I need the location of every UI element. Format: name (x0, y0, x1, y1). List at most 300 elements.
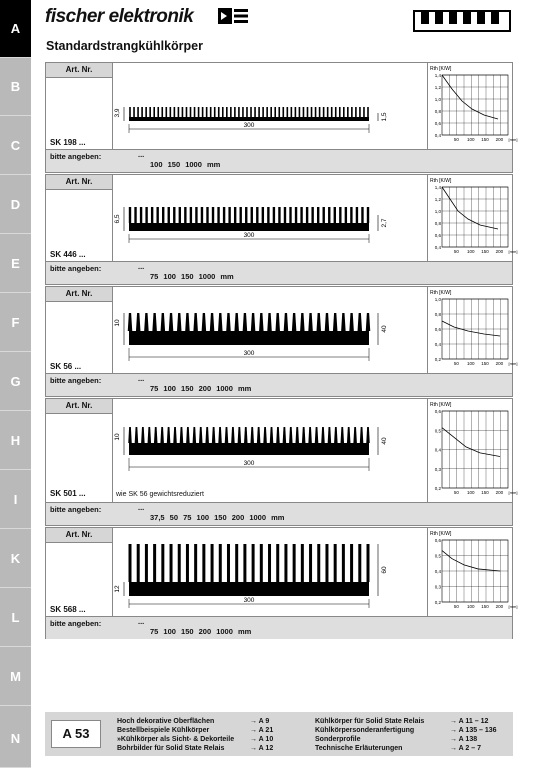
fin (177, 313, 182, 331)
fin (327, 107, 329, 117)
fin (349, 313, 354, 331)
fin (311, 107, 313, 117)
fin (156, 207, 158, 223)
footer-index (45, 712, 513, 756)
graph-x-unit: [mm] (508, 604, 518, 609)
graph-curve (442, 75, 498, 119)
fin (250, 427, 254, 443)
fin (218, 313, 223, 331)
fin (198, 107, 200, 117)
graph-y-tick: 0,3 (434, 466, 441, 472)
fin (184, 207, 186, 223)
fin-height-label: 6,5 (114, 214, 121, 224)
footer-ref[interactable]: → A 2 – 7 (450, 745, 481, 752)
graph-x-unit: [mm] (508, 361, 518, 366)
graph-x-tick: 100 (466, 361, 475, 366)
fin (345, 207, 347, 223)
article-number: SK 568 ... (50, 605, 86, 614)
width-label: 300 (243, 597, 255, 604)
fin (199, 427, 203, 443)
fin (308, 427, 312, 443)
footer-link[interactable]: Bestellbeispiele Kühlkörper (117, 727, 210, 734)
fin (141, 107, 143, 117)
base-height-label: 2,7 (381, 218, 388, 228)
fin (205, 427, 209, 443)
fin (267, 207, 269, 223)
fin (174, 107, 176, 117)
graph-y-tick: 0,6 (434, 233, 441, 238)
fin (170, 544, 173, 582)
fin (284, 313, 289, 331)
tab-h[interactable]: H (0, 412, 31, 470)
fin-height-label: 3,9 (114, 108, 121, 118)
graph-curve (442, 321, 500, 336)
fin (243, 544, 246, 582)
fin (161, 544, 164, 582)
footer-ref[interactable]: → A 12 (250, 745, 274, 752)
fin (129, 207, 131, 223)
tab-b[interactable]: B (0, 58, 31, 116)
graph-x-tick: 50 (453, 604, 459, 609)
fin (347, 427, 351, 443)
fin (278, 107, 280, 117)
fin (295, 107, 297, 117)
fin (145, 544, 148, 582)
tab-f[interactable]: F (0, 294, 31, 352)
graph-x-tick: 50 (453, 361, 459, 366)
graph-y-tick: 0,4 (434, 133, 441, 138)
fin (128, 427, 132, 443)
fin (223, 207, 225, 223)
footer-link[interactable]: Kühlkörper für Solid State Relais (315, 718, 425, 725)
graph-x-tick: 200 (495, 490, 504, 495)
graph-y-tick: 1,0 (434, 209, 441, 214)
fin (367, 544, 370, 582)
graph-y-tick: 1,4 (434, 185, 441, 190)
fin-height-label: 10 (114, 433, 121, 441)
graph-y-tick: 0,4 (434, 245, 441, 250)
thermal-resistance-graph (427, 63, 518, 149)
article-column (46, 399, 113, 502)
fin (231, 427, 235, 443)
fin (225, 427, 229, 443)
fin (161, 107, 163, 117)
footer-ref[interactable]: → A 9 (250, 718, 270, 725)
fin (202, 544, 205, 582)
fin (270, 427, 274, 443)
fin (319, 107, 321, 117)
base-height-label: 1,5 (381, 112, 388, 122)
width-label: 300 (243, 232, 255, 239)
fin (350, 207, 352, 223)
fin (194, 107, 196, 117)
fin (259, 313, 264, 331)
graph-x-tick: 200 (495, 604, 504, 609)
base-height-label: 60 (381, 566, 388, 574)
fin (308, 313, 313, 331)
footer-ref[interactable]: → A 138 (450, 736, 478, 743)
footer-link[interactable]: »Kühlkörper als Sicht- & Dekorteile (117, 736, 235, 743)
fin (353, 427, 357, 443)
tab-k[interactable]: K (0, 530, 31, 588)
graph-x-tick: 50 (453, 490, 459, 495)
fin (129, 544, 132, 582)
graph-x-tick: 200 (495, 361, 504, 366)
fin (350, 544, 353, 582)
fin (315, 107, 317, 117)
fin (186, 544, 189, 582)
fin (190, 207, 192, 223)
fin (268, 544, 271, 582)
fin (295, 427, 299, 443)
fin (173, 207, 175, 223)
fin (137, 107, 139, 117)
product-section-sk198 (45, 62, 518, 173)
tab-m[interactable]: M (0, 648, 31, 706)
profile-drawing (116, 193, 426, 253)
fin (262, 107, 264, 117)
fin (245, 207, 247, 223)
fin (166, 107, 168, 117)
section-tab-strip (0, 0, 31, 768)
fin (246, 107, 248, 117)
fin (282, 107, 284, 117)
fin (222, 107, 224, 117)
fin (234, 207, 236, 223)
fin (161, 313, 166, 331)
fin (210, 313, 215, 331)
fin (278, 207, 280, 223)
graph-y-axis-label: Rth [K/W] (430, 290, 452, 296)
fin (366, 313, 371, 331)
fin (317, 544, 320, 582)
fin (234, 313, 239, 331)
graph-y-tick: 1,0 (434, 297, 441, 302)
fin (291, 107, 293, 117)
fin (258, 107, 260, 117)
fin (193, 313, 198, 331)
graph-x-tick: 100 (466, 604, 475, 609)
profile-drawing (116, 421, 426, 485)
order-length-row (46, 373, 512, 396)
length-placeholder: ... (138, 617, 145, 626)
fin (256, 207, 258, 223)
fin (179, 207, 181, 223)
fin (284, 544, 287, 582)
product-section-sk56 (45, 286, 518, 397)
art-nr-header: Art. Nr. (46, 528, 113, 543)
fin (214, 107, 216, 117)
fin (267, 313, 272, 331)
fin (335, 107, 337, 117)
base-height-label: 40 (381, 437, 388, 445)
order-length-label: bitte angeben: (50, 619, 102, 628)
fin (367, 107, 369, 117)
order-length-row (46, 261, 512, 284)
fin (173, 427, 177, 443)
page-title: Standardstrangkühlkörper (46, 39, 203, 53)
base-height-label: 40 (381, 325, 388, 333)
fin (243, 313, 248, 331)
graph-y-tick: 1,0 (434, 97, 441, 102)
graph-x-tick: 200 (495, 137, 504, 142)
fin (341, 427, 345, 443)
thermal-resistance-graph (427, 175, 518, 261)
graph-y-tick: 0,6 (434, 327, 441, 332)
fin (178, 544, 181, 582)
graph-y-tick: 0,6 (434, 121, 441, 126)
fin (303, 107, 305, 117)
footer-link[interactable]: Kühlkörpersonderanfertigung (315, 727, 415, 734)
brand-logo-text: fischer elektronik (45, 6, 194, 27)
profile-drawing (116, 542, 426, 616)
graph-y-axis-label: Rth [K/W] (430, 402, 452, 408)
fin (252, 544, 255, 582)
graph-y-axis-label: Rth [K/W] (430, 66, 452, 72)
graph-curve (442, 428, 500, 457)
profile-drawing (116, 83, 426, 143)
fin (162, 207, 164, 223)
fin (212, 427, 216, 443)
fin (306, 207, 308, 223)
fin (157, 107, 159, 117)
graph-y-axis-label: Rth [K/W] (430, 178, 452, 184)
fin (276, 544, 279, 582)
length-placeholder: ... (138, 503, 145, 512)
footer-link[interactable]: Technische Erläuterungen (315, 745, 403, 752)
fin (262, 207, 264, 223)
fin (235, 544, 238, 582)
fin (128, 313, 133, 331)
graph-x-tick: 100 (466, 490, 475, 495)
art-nr-header: Art. Nr. (46, 399, 113, 414)
fin (238, 107, 240, 117)
graph-y-tick: 0,8 (434, 221, 441, 226)
graph-y-tick: 1,2 (434, 85, 441, 90)
fin-height-label: 10 (114, 319, 121, 327)
fin (194, 544, 197, 582)
footer-ref[interactable]: → A 21 (250, 727, 274, 734)
order-length-label: bitte angeben: (50, 152, 102, 161)
order-length-row (46, 616, 512, 639)
tab-a[interactable]: A (0, 0, 31, 58)
graph-y-tick: 1,4 (434, 73, 441, 78)
available-lengths: 75 100 150 200 1000 mm (150, 384, 252, 393)
fin (144, 313, 149, 331)
order-length-label: bitte angeben: (50, 376, 102, 385)
fin (300, 207, 302, 223)
fin (339, 207, 341, 223)
thermal-resistance-graph (427, 399, 518, 502)
fin (169, 313, 174, 331)
fin (334, 207, 336, 223)
tab-c[interactable]: C (0, 117, 31, 175)
fin (300, 313, 305, 331)
fin (234, 107, 236, 117)
graph-y-tick: 0,6 (434, 538, 441, 543)
graph-x-tick: 50 (453, 137, 459, 142)
fin (289, 207, 291, 223)
fin (206, 207, 208, 223)
fin (141, 427, 145, 443)
fin (230, 107, 232, 117)
fin (137, 544, 140, 582)
fin (186, 427, 190, 443)
graph-x-unit: [mm] (508, 490, 518, 495)
fin (325, 544, 328, 582)
graph-x-tick: 150 (481, 249, 489, 254)
graph-y-tick: 1,2 (434, 197, 441, 202)
order-length-label: bitte angeben: (50, 505, 102, 514)
fin (263, 427, 267, 443)
fin (299, 107, 301, 117)
fin (212, 207, 214, 223)
graph-y-tick: 0,2 (434, 600, 441, 605)
footer-link[interactable]: Sonderprofile (315, 736, 361, 743)
fin (270, 107, 272, 117)
brand-arrow-icon (218, 8, 248, 24)
product-section-sk568 (45, 527, 518, 639)
fin (295, 207, 297, 223)
art-nr-header: Art. Nr. (46, 175, 113, 190)
fin (283, 427, 287, 443)
graph-y-tick: 0,6 (434, 409, 441, 414)
fin (170, 107, 172, 117)
fin (206, 107, 208, 117)
order-length-row (46, 149, 512, 172)
fin (257, 427, 261, 443)
fin (226, 107, 228, 117)
fin (185, 313, 190, 331)
fin (218, 427, 222, 443)
footer-ref[interactable]: → A 11 – 12 (450, 718, 489, 725)
footer-link[interactable]: Bohrbilder für Solid State Relais (117, 745, 225, 752)
order-length-row (46, 502, 512, 525)
fin (178, 107, 180, 117)
fin (360, 427, 364, 443)
fin (328, 207, 330, 223)
fin (292, 313, 297, 331)
graph-x-unit: [mm] (508, 249, 518, 254)
graph-y-tick: 0,2 (434, 357, 441, 362)
graph-y-tick: 0,5 (434, 428, 441, 434)
fin (367, 207, 369, 223)
fin (201, 207, 203, 223)
fin (275, 313, 280, 331)
product-section-sk501 (45, 398, 518, 526)
fin (151, 207, 153, 223)
heatsink-logo-icon (413, 10, 511, 32)
fin (343, 107, 345, 117)
tab-l[interactable]: L (0, 589, 31, 647)
fin (317, 313, 322, 331)
width-label: 300 (243, 122, 255, 129)
tab-i[interactable]: I (0, 471, 31, 529)
fin (153, 544, 156, 582)
fin (276, 427, 280, 443)
fin (250, 107, 252, 117)
fin (301, 544, 304, 582)
width-label: 300 (243, 350, 255, 357)
fin (323, 207, 325, 223)
graph-y-tick: 0,4 (434, 569, 441, 574)
thermal-resistance-graph (427, 287, 518, 373)
graph-y-axis-label: Rth [K/W] (430, 531, 452, 537)
fin (331, 107, 333, 117)
graph-x-tick: 100 (466, 137, 475, 142)
fin (359, 107, 361, 117)
fin (239, 207, 241, 223)
article-number: SK 501 ... (50, 489, 86, 498)
fin (341, 313, 346, 331)
graph-y-tick: 0,8 (434, 312, 441, 317)
graph-y-tick: 0,4 (434, 447, 441, 453)
fin (323, 107, 325, 117)
fin (315, 427, 319, 443)
fin (217, 207, 219, 223)
graph-frame (442, 75, 508, 135)
available-lengths: 100 150 1000 mm (150, 160, 221, 169)
available-lengths: 37,5 50 75 100 150 200 1000 mm (150, 513, 285, 522)
fin (145, 107, 147, 117)
length-placeholder: ... (138, 262, 145, 271)
fin (145, 207, 147, 223)
footer-ref[interactable]: → A 10 (250, 736, 274, 743)
tab-n[interactable]: N (0, 710, 31, 768)
length-placeholder: ... (138, 150, 145, 159)
fin (186, 107, 188, 117)
fin (302, 427, 306, 443)
footer-link[interactable]: Hoch dekorative Oberflächen (117, 718, 215, 725)
fin-height-label: 12 (114, 585, 121, 593)
width-label: 300 (243, 460, 255, 467)
article-number: SK 446 ... (50, 250, 86, 259)
fin (190, 107, 192, 117)
fin (168, 207, 170, 223)
graph-x-tick: 150 (481, 604, 489, 609)
graph-frame (442, 187, 508, 247)
fin (153, 107, 155, 117)
fin (287, 107, 289, 117)
order-length-label: bitte angeben: (50, 264, 102, 273)
fin (284, 207, 286, 223)
fin (342, 544, 345, 582)
thermal-resistance-graph (427, 528, 518, 616)
fin (136, 313, 141, 331)
fin (193, 427, 197, 443)
fin (195, 207, 197, 223)
profile-drawing (116, 303, 426, 367)
fin (152, 313, 157, 331)
fin (358, 544, 361, 582)
fin (339, 107, 341, 117)
art-nr-header: Art. Nr. (46, 287, 113, 302)
fin (334, 427, 338, 443)
length-placeholder: ... (138, 374, 145, 383)
fin (355, 107, 357, 117)
tab-g[interactable]: G (0, 353, 31, 411)
fin (251, 313, 256, 331)
graph-y-tick: 0,2 (434, 486, 441, 491)
fin (273, 207, 275, 223)
fin (254, 107, 256, 117)
footer-ref[interactable]: → A 135 – 136 (450, 727, 497, 734)
fin (251, 207, 253, 223)
fin (242, 107, 244, 117)
fin (135, 427, 139, 443)
tab-e[interactable]: E (0, 235, 31, 293)
tab-d[interactable]: D (0, 176, 31, 234)
